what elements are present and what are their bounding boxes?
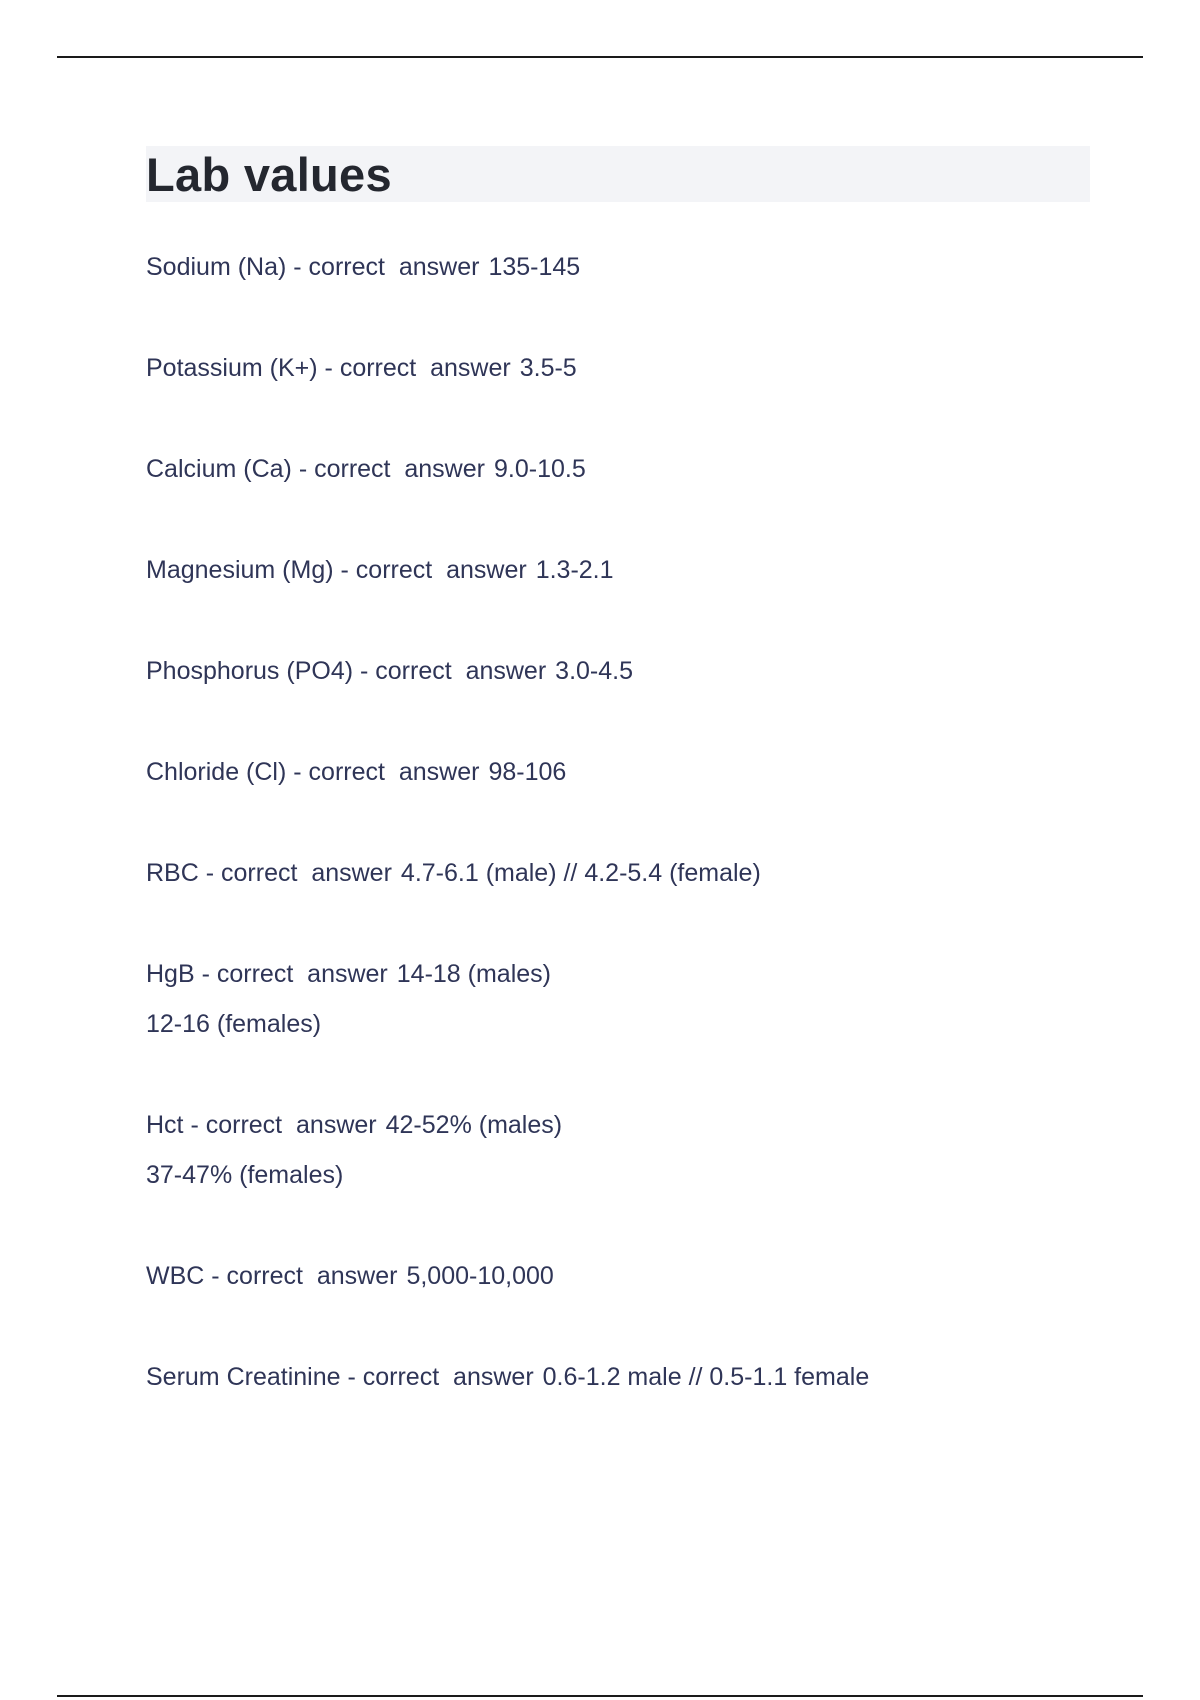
entry-term: HgB — [146, 960, 195, 988]
entry-answer-label: - correct answer — [201, 960, 388, 988]
entry-answer-label: - correct answer — [205, 859, 392, 887]
list-item — [146, 1352, 1090, 1402]
entry-answer-value: 14-18 (males) — [396, 960, 551, 988]
entry-term: RBC — [146, 859, 199, 887]
entry-term: Phosphorus (PO4) — [146, 657, 354, 685]
entry-term: Magnesium (Mg) — [146, 556, 334, 584]
entry-answer-value: 3.5-5 — [519, 354, 577, 382]
entry-first-line — [146, 444, 1090, 494]
entry-first-line — [146, 1251, 1090, 1301]
entry-term: Calcium (Ca) — [146, 455, 292, 483]
entry-first-line — [146, 646, 1090, 696]
entry-term: Potassium (K+) — [146, 354, 318, 382]
list-item — [146, 747, 1090, 797]
entry-term: WBC — [146, 1262, 205, 1290]
entry-first-line — [146, 343, 1090, 393]
entry-answer-value: 9.0-10.5 — [493, 455, 586, 483]
list-item — [146, 646, 1090, 696]
entry-answer-value: 42-52% (males) — [385, 1111, 563, 1139]
footer-rule — [57, 1695, 1143, 1697]
entry-answer-value: 3.0-4.5 — [555, 657, 634, 685]
entry-term: Chloride (Cl) — [146, 758, 287, 786]
entry-first-line — [146, 848, 1090, 898]
entry-answer-label: - correct answer — [324, 354, 511, 382]
entry-first-line — [146, 747, 1090, 797]
entry-answer-label: - correct answer — [360, 657, 547, 685]
title-bar — [146, 146, 1090, 202]
list-item — [146, 848, 1090, 898]
header-rule — [57, 56, 1143, 58]
list-item — [146, 1251, 1090, 1301]
list-item — [146, 1100, 1090, 1200]
entry-list — [146, 242, 1090, 1402]
entry-answer-label: - correct answer — [298, 455, 485, 483]
entry-first-line — [146, 242, 1090, 292]
entry-first-line — [146, 949, 1090, 999]
entry-continuation-line — [146, 999, 1090, 1049]
entry-answer-value: 1.3-2.1 — [535, 556, 614, 584]
entry-answer-label: - correct answer — [190, 1111, 377, 1139]
entry-answer-value: 135-145 — [488, 253, 581, 281]
entry-answer-label: - correct answer — [293, 253, 480, 281]
entry-answer-value: 0.6-1.2 male // 0.5-1.1 female — [542, 1363, 870, 1391]
list-item — [146, 949, 1090, 1049]
entry-answer-label: - correct answer — [347, 1363, 534, 1391]
entry-continuation-line — [146, 1150, 1090, 1200]
entry-answer-label: - correct answer — [340, 556, 527, 584]
entry-answer-value: 37-47% (females) — [146, 1161, 344, 1189]
list-item — [146, 444, 1090, 494]
entry-answer-label: - correct answer — [211, 1262, 398, 1290]
list-item — [146, 545, 1090, 595]
document-body — [146, 146, 1090, 1453]
entry-answer-value: 98-106 — [488, 758, 567, 786]
list-item — [146, 242, 1090, 292]
entry-answer-value: 4.7-6.1 (male) // 4.2-5.4 (female) — [400, 859, 761, 887]
entry-answer-value: 5,000-10,000 — [406, 1262, 554, 1290]
entry-first-line — [146, 545, 1090, 595]
entry-answer-value: 12-16 (females) — [146, 1010, 322, 1038]
entry-first-line — [146, 1100, 1090, 1150]
entry-term: Sodium (Na) — [146, 253, 287, 281]
entry-first-line — [146, 1352, 1090, 1402]
entry-term: Serum Creatinine — [146, 1363, 341, 1391]
list-item — [146, 343, 1090, 393]
page-title: Lab values — [146, 147, 392, 201]
entry-answer-label: - correct answer — [293, 758, 480, 786]
entry-term: Hct — [146, 1111, 184, 1139]
